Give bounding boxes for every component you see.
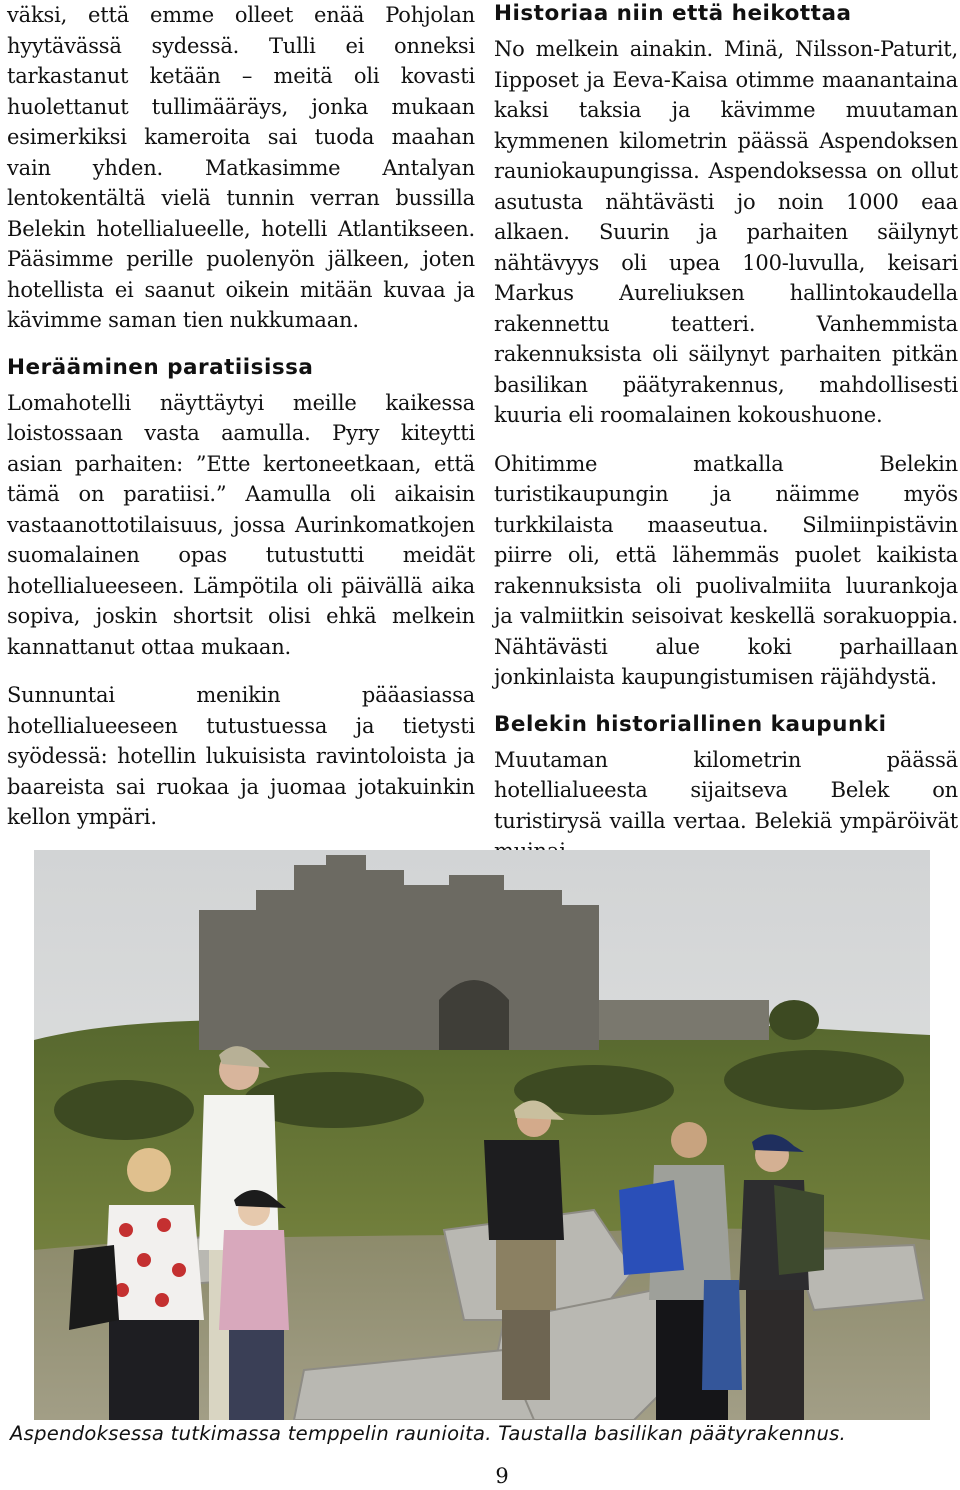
left-paragraph-1: väksi, että emme olleet enää Pohjolan hyytävässä sydessä. Tulli ei onneksi tarkastanut ketään – meitä oli kovasti huolettanut tullimääräys, jonka mukaan esimerkiksi kameroita sai tuoda maahan vain yhden. Matkasimme Antalyan lentokentältä vielä tunnin verran bussilla Belekin hotellialueelle, hotelli Atlantikseen. Pääsimme perille puolenyön jälkeen, joten hotellista ei saanut oikein mitään kuvaa ja kävimme saman tien nukkumaan. — [7, 3, 475, 332]
ruins-photo — [34, 850, 930, 1420]
left-paragraph-3: Sunnuntai menikin pääasiassa hotellialueeseen tutustuessa ja tietysti syödessä: hotellin lukuisista ravintoloista ja baareista sai ruokaa ja juomaa jotakuinkin kellon ympäri. — [7, 683, 475, 829]
ruins-photo-illustration — [34, 850, 930, 1420]
heading-belekin-kaupunki: Belekin historiallinen kaupunki — [494, 711, 887, 737]
left-paragraph-2: Lomahotelli näyttäytyi meille kaikessa loistossaan vasta aamulla. Pyry kiteytti asian parhaiten: ”Ette kertoneetkaan, että tämä on paratiisi.” Aamulla oli aikaisin vastaanottotilaisuus, jossa Aurinkomatkojen suomalainen opas tutustutti meidät hotellialueeseen. Lämpötila oli päivällä aika sopiva, joskin shortsit olisi ehkä melkein kannattanut ottaa mukaan. — [7, 390, 475, 659]
heading-heraaminen-paratiisissa: Herääminen paratiisissa — [7, 354, 314, 380]
right-paragraph-3: Muutaman kilometrin päässä hotellialueesta sijaitseva Belek on turistirysä vailla vertaa. Belekiä ympäröivät — [494, 747, 958, 833]
photo-caption: Aspendoksessa tutkimassa temppelin raunioita. Taustalla basilikan päätyrakennus. — [10, 1422, 847, 1445]
heading-historiaa: Historiaa niin että heikottaa — [494, 1, 852, 26]
right-paragraph-1: No melkein ainakin. Minä, Nilsson-Paturit, Iipposet ja Eeva-Kaisa otimme maanantaina kaksi taksia ja kävimme muutaman kymmenen kilometrin päässä Aspendoksen rauniokaupungissa. Aspendoksessa on ollut asutusta nähtävästi jo noin 1000 eaa alkaen. Suurin ja parhaiten säilynyt nähtävyys oli upea 100-luvulla, keisari Markus Aureliuksen hallintokaudella rakennettu teatteri. Vanhemmista rakennuksista oli säilynyt parhaiten pitkän basilikan päätyrakennus, mahdollisesti kuuria eli roomalainen kokoushuone. — [494, 37, 958, 427]
page-number: 9 — [495, 1464, 509, 1488]
person-blue-jeans-child — [702, 1280, 742, 1390]
left-column — [7, 0, 475, 833]
right-paragraph-2: Ohitimme matkalla Belekin turistikaupungin ja näimme myös turkkilaista maaseutua. Silmiinpistävin piirre oli, että lähemmäs puolet kaikista rakennuksista oli puolivalmiita luurankoja ja valmiitkin seisoivat keskellä sorakuoppia. Nähtävästi alue koki parhaillaan jonkinlaista kaupungistumisen räjähdystä. — [494, 451, 958, 689]
right-column — [494, 0, 958, 867]
